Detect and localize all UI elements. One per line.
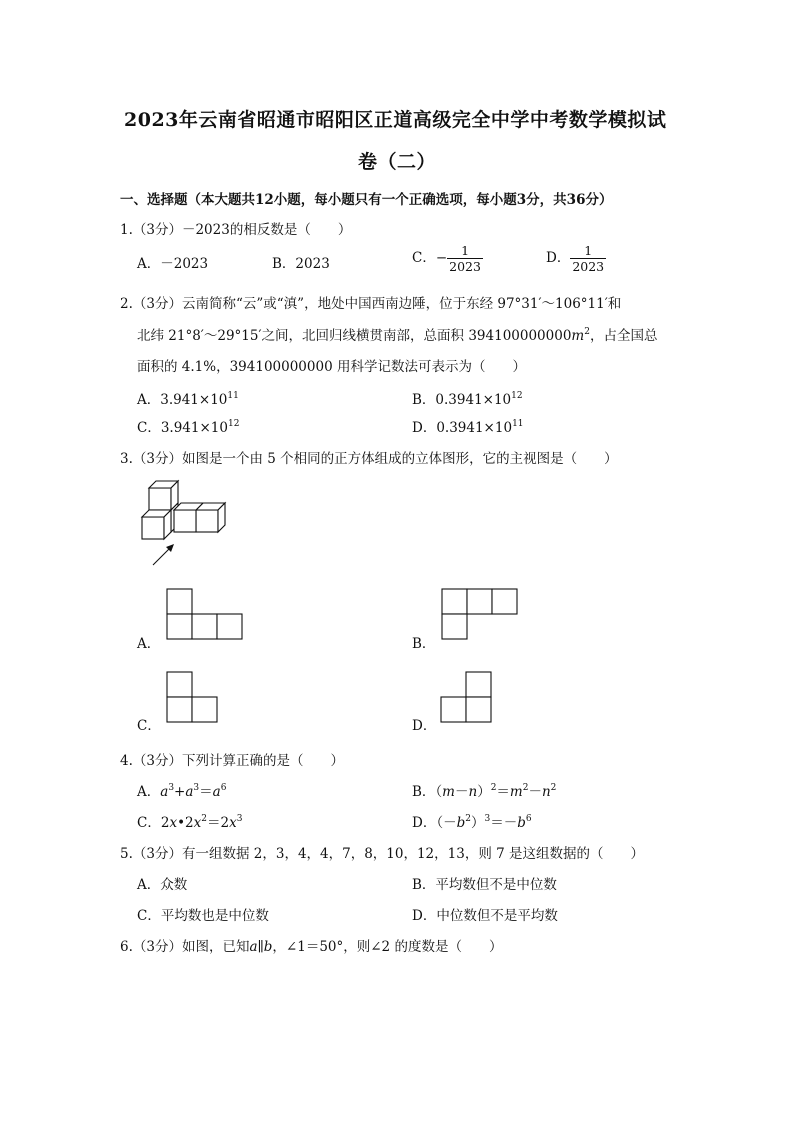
q4-a-var: a [212, 784, 221, 800]
q3-stem: 3.（3分）如图是一个由 5 个相同的正方体组成的立体图形，它的主视图是（ ） [120, 451, 618, 467]
q4-b-paren: ） [477, 784, 491, 800]
q4-a-exp: 3 [193, 783, 200, 793]
q4-a-var: a [160, 784, 169, 800]
q1-option-c-label: C． [412, 250, 436, 266]
q6-stem-post: ，∠1＝50°，则∠2 的度数是（ ） [272, 939, 503, 955]
q2-unit-exp: 2 [584, 327, 590, 337]
q1-option-c-sign: − [435, 250, 448, 266]
q2-line2-text: 北纬 21°8′～29°15′之间，北回归线横贯南部，总面积 394100000000 [137, 328, 572, 344]
q4-c-coef: 2 [220, 815, 230, 831]
q3-option-d-figure [440, 671, 496, 725]
q4-b-exp: 2 [490, 783, 497, 793]
q4-c-var: x [169, 815, 178, 831]
q3-option-c-figure [166, 671, 222, 725]
q3-option-a-label: A． [137, 636, 161, 652]
q4-b-var: n [468, 784, 478, 800]
q4-a-exp: 6 [220, 783, 227, 793]
q4-b-exp: 2 [550, 783, 557, 793]
q2-a-base: A．3.941×10 [137, 392, 228, 408]
q4-option-b [412, 780, 556, 800]
q2-line1: 2.（3分）云南简称“云”或“滇”，地处中国西南边陲，位于东经 97°31′～106°11′和 [120, 296, 622, 312]
q4-c-exp: 3 [236, 814, 243, 824]
q4-option-d [412, 811, 532, 831]
q4-c-coef: 2 [185, 815, 194, 831]
q3-option-d-label: D． [412, 718, 437, 734]
q4-b-var: m [509, 784, 523, 800]
q1-d-denominator: 2023 [572, 259, 605, 274]
q4-a-var: a [185, 784, 194, 800]
q4-b-minus: － [454, 784, 469, 800]
q1-option-d [546, 243, 606, 274]
page-title-line2: 卷（二） [358, 151, 437, 173]
q4-b-eq: ＝ [496, 784, 510, 800]
q2-c-base: C．3.941×10 [137, 420, 228, 436]
q3-solid-figure [138, 478, 238, 568]
q6-stem-pre: 6.（3分）如图，已知 [120, 939, 250, 955]
q3-option-c-label: C． [137, 718, 161, 734]
q2-line3: 面积的 4.1%，394100000000 用科学记数法可表示为（ ） [137, 359, 526, 375]
q4-option-c [137, 811, 242, 831]
q4-d-exp: 3 [484, 814, 491, 824]
q3-option-b-label: B． [412, 636, 436, 652]
q4-c-var: x [193, 815, 202, 831]
q4-d-minus: － [503, 815, 518, 831]
q4-a-label: A． [137, 784, 161, 800]
q4-d-exp: 2 [465, 814, 471, 824]
q5-option-a: A．众数 [137, 877, 188, 893]
q1-option-d-fraction [570, 243, 606, 274]
q4-c-coef: 2 [160, 815, 170, 831]
q4-a-plus: + [174, 784, 186, 800]
q1-c-denominator: 2023 [449, 259, 481, 274]
q1-option-c-fraction [447, 243, 483, 274]
q1-option-d-label: D． [546, 250, 571, 266]
q4-c-label: C． [137, 815, 161, 831]
q2-d-exp: 11 [512, 419, 524, 429]
q3-option-b-figure [441, 588, 521, 642]
q4-d-label: D．（－ [412, 815, 457, 831]
q4-option-a [137, 780, 226, 800]
q2-option-b [412, 388, 523, 408]
q5-option-d: D．中位数但不是平均数 [412, 908, 558, 924]
q4-d-var: b [517, 815, 526, 831]
q4-b-exp: 2 [522, 783, 529, 793]
q2-option-a [137, 388, 239, 408]
q2-line2-tail: ，占全国总 [589, 328, 658, 344]
q2-b-base: B．0.3941×10 [412, 392, 512, 408]
q1-stem: 1.（3分）－2023的相反数是（ ） [120, 222, 352, 238]
q4-b-label: B．（ [412, 784, 443, 800]
q3-option-a-figure [166, 588, 246, 642]
q1-option-a: A．－2023 [137, 256, 209, 272]
q4-b-var: m [442, 784, 455, 800]
q5-option-c: C．平均数也是中位数 [137, 908, 269, 924]
page-title-line1: 2023年云南省昭通市昭阳区正道高级完全中学中考数学模拟试 [124, 109, 667, 131]
q6-parallel: a∥b [249, 939, 273, 955]
q4-b-minus: － [528, 784, 542, 800]
q2-d-base: D．0.3941×10 [412, 420, 513, 436]
q4-c-exp: 2 [201, 814, 207, 824]
q4-b-var: n [541, 784, 551, 800]
q1-d-numerator: 1 [570, 243, 606, 259]
q2-option-c [137, 416, 239, 436]
q2-b-exp: 12 [511, 391, 523, 401]
q4-c-dot: • [177, 815, 186, 831]
q1-option-b: B．2023 [272, 256, 330, 272]
q4-c-var: x [229, 815, 237, 831]
q5-option-b: B．平均数但不是中位数 [412, 877, 557, 893]
q4-d-exp: 6 [525, 814, 532, 824]
q4-d-paren: ） [470, 815, 485, 831]
q6-stem [120, 935, 502, 955]
section-header: 一、选择题（本大题共12小题，每小题只有一个正确选项，每小题3分，共36分） [120, 192, 613, 208]
q5-stem: 5.（3分）有一组数据 2，3，4，4，7，8，10，12，13，则 7 是这组数据的（ ） [120, 846, 645, 862]
q4-d-var: b [456, 815, 466, 831]
q2-unit-m: m [571, 328, 585, 344]
q1-option-c [412, 243, 483, 274]
q4-a-eq: ＝ [199, 784, 213, 800]
q2-a-exp: 11 [227, 391, 239, 401]
q2-line2 [137, 324, 657, 344]
q1-c-numerator: 1 [447, 243, 483, 259]
q2-c-exp: 12 [227, 419, 240, 429]
q2-option-d [412, 416, 524, 436]
q4-stem: 4.（3分）下列计算正确的是（ ） [120, 753, 344, 769]
q4-d-eq: ＝ [490, 815, 504, 831]
q4-c-eq: ＝ [206, 815, 221, 831]
q4-a-exp: 3 [168, 783, 175, 793]
